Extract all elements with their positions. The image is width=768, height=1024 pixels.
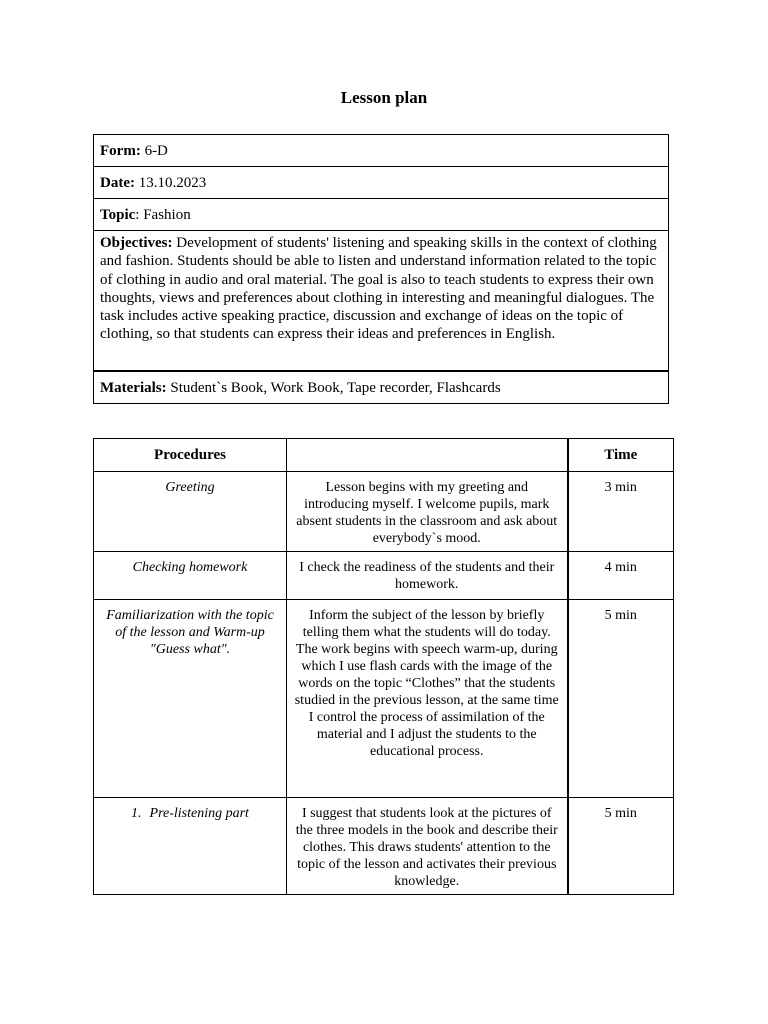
form-row [94, 135, 668, 167]
page-title: Lesson plan [340, 88, 428, 107]
form-value: 6-D [140, 143, 168, 159]
description-cell: I suggest that students look at the pictures of the three models in the book and describe their clothes. This draws students' attention to the topic of the lesson and activates their previous knowledge. [287, 798, 568, 895]
date-row [94, 167, 668, 199]
stage-cell: Familiarization with the topic of the lesson and Warm-up "Guess what". [94, 600, 287, 798]
objectives-row [94, 231, 668, 371]
form-label: Form: [100, 143, 141, 159]
topic-value: : Fashion [135, 207, 191, 223]
table-row [94, 600, 674, 798]
objectives-value: Development of students' listening and speaking skills in the context of clothing and fashion. Students should be able to listen and understand information related to the topic of clothing in audio and oral material. The goal is also to teach students to express their own thoughts, views and preferences about clothing in interesting and meaningful dialogues. The task includes active speaking practice, discussion and exchange of ideas on the topic of clothing, so that students can express their ideas and preferences in English. [100, 235, 657, 343]
description-cell: I check the readiness of the students and their homework. [287, 552, 568, 600]
stage-cell [94, 798, 287, 895]
materials-value: Student`s Book, Work Book, Tape recorder, Flashcards [166, 380, 501, 396]
materials-row [94, 371, 668, 403]
description-cell: Lesson begins with my greeting and introducing myself. I welcome pupils, mark absent students in the classroom and ask about everybody`s mood. [287, 472, 568, 552]
topic-row [94, 199, 668, 231]
objectives-label: Objectives: [100, 235, 173, 251]
stage-label: Pre-listening part [149, 806, 249, 821]
date-label: Date: [100, 175, 135, 191]
description-cell: Inform the subject of the lesson by briefly telling them what the students will do today. The work begins with speech warm-up, during which I use flash cards with the image of the words on the topic “Clothes” that the students studied in the previous lesson, at the same time I control the process of assimilation of the material and I adjust the students to the educational process. [287, 600, 568, 798]
time-header: Time [568, 439, 674, 472]
lesson-info-table [93, 134, 669, 404]
stage-number: 1. [131, 806, 142, 821]
procedures-header: Procedures [94, 439, 287, 472]
procedures-table [93, 438, 674, 895]
table-row [94, 552, 674, 600]
time-cell: 5 min [568, 798, 674, 895]
description-header [287, 439, 568, 472]
time-cell: 4 min [568, 552, 674, 600]
table-row [94, 798, 674, 895]
time-cell: 3 min [568, 472, 674, 552]
time-cell: 5 min [568, 600, 674, 798]
stage-cell: Greeting [94, 472, 287, 552]
table-row [94, 472, 674, 552]
topic-label: Topic [100, 207, 136, 223]
materials-label: Materials: [100, 380, 167, 396]
stage-cell: Checking homework [94, 552, 287, 600]
date-value: 13.10.2023 [134, 175, 207, 191]
procedures-header-row [94, 439, 674, 472]
